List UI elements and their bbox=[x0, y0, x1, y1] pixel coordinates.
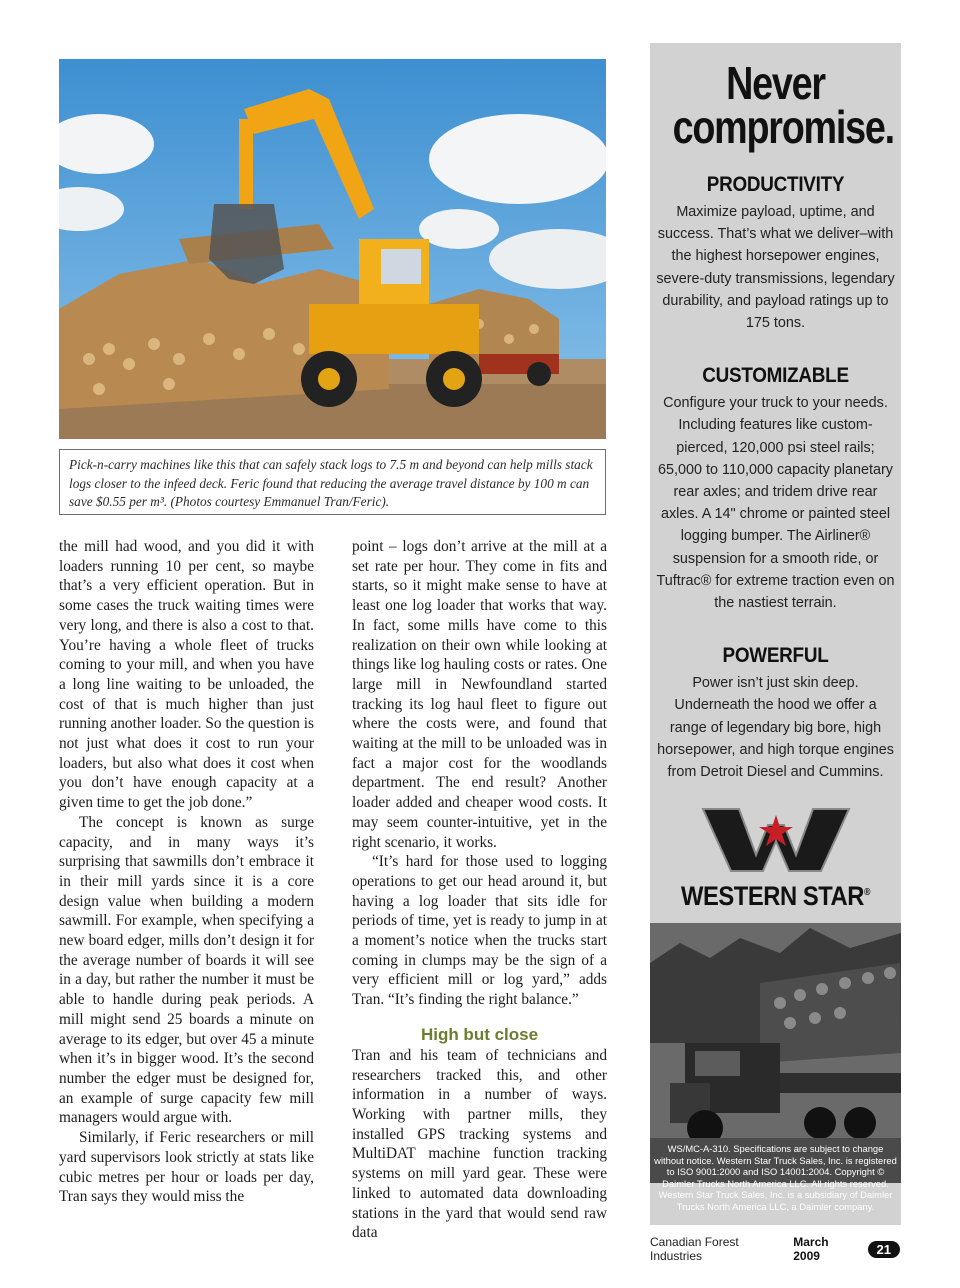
western-star-advertisement bbox=[650, 43, 901, 1225]
ad-section-body: Maximize payload, uptime, and success. That’s what we deliver–with the highest horsepower engines, severe-duty transmissions, legendary durability, and payload ratings up to 175 tons. bbox=[656, 204, 895, 332]
article-column-left bbox=[59, 537, 314, 1207]
issue-date: March 2009 bbox=[793, 1235, 829, 1263]
ad-section-title: POWERFUL bbox=[722, 644, 829, 668]
paragraph: “It’s hard for those used to logging operations to get our head around it, but having a log loader that sits idle for periods of time, yet is ready to jump in at a moment’s notice when the trucks start coming in clumps may be the sign of a very efficient mill or log yard,” adds Tran. “It’s finding the right balance.” bbox=[352, 853, 607, 1009]
article-photo bbox=[59, 59, 606, 439]
page-number: 21 bbox=[868, 1241, 900, 1258]
paragraph: point – logs don’t arrive at the mill at a set rate per hour. They come in fits and starts, so it might make sense to have at least one log loader that works that way. In fact, some mills have come to this realization on their own while looking at things like log hauling costs or rates. One large mill in Newfoundland started tracking its log haul fleet to figure out where the costs were, and found that waiting at the mill to be unloaded was in fact a major cost for the woodlands department. The end result? Another loader added and cheaper wood costs. It may seem counter-intuitive, yet in the right scenario, it works. bbox=[352, 538, 607, 851]
ad-section-title: PRODUCTIVITY bbox=[706, 173, 845, 196]
western-star-logo-icon bbox=[701, 805, 851, 875]
paragraph: The concept is known as surge capacity, and in many ways it’s surprising that sawmills don’t embrace it in their mill yards since it is a core design value when building a modern sawmill. For example, when specifying a new board edger, mills don’t design it for the average number of boards it will see in a day, but rather the number it must be able to handle during peak periods. A mill might send 25 boards a minute on average to its edger, but over 45 a minute when it’s in bigger wood. It’s the second number the edger must be designed for, an example of surge capacity few mill managers would argue with. bbox=[59, 813, 314, 1127]
paragraph: Similarly, if Feric researchers or mill yard supervisors look strictly at stats like cubic metres per hour or loads per day, Tran says they would miss the bbox=[59, 1129, 314, 1206]
page-footer bbox=[650, 1235, 900, 1263]
photo-caption: Pick-n-carry machines like this that can safely stack logs to 7.5 m and beyond can help mills stack logs closer to the infeed deck. Feric found that reducing the average travel distance by 100 m can save $0.55 per m³. (Photos courtesy Emmanuel Tran/Feric). bbox=[59, 449, 606, 515]
brand-name: WESTERN STAR® bbox=[680, 881, 871, 912]
ad-fine-print: WS/MC-A-310. Specifications are subject to change without notice. Western Star Truck Sales, Inc. is registered to ISO 9001:2000 and ISO 14001:2004. Copyright © Daimler Trucks North America LLC. All rights reserved. Western Star Truck Sales, Inc. is a subsidiary of Daimler Trucks North America LLC, a Daimler company. bbox=[654, 1143, 897, 1212]
ad-headline: Never compromise. bbox=[672, 57, 894, 153]
paragraph: Tran and his team of technicians and researchers tracked this, and other information in a number of ways. Working with partner mills, they installed GPS tracking systems and MultiDAT machine function tracking systems on mill yard gear. These were linked to automated data downloading stations in the yard that would send raw data bbox=[352, 1046, 607, 1242]
publication-name: Canadian Forest Industries bbox=[650, 1235, 739, 1263]
article-column-middle bbox=[352, 537, 607, 1243]
paragraph: the mill had wood, and you did it with loaders running 10 per cent, so maybe that’s a very efficient operation. But in some cases the truck waiting times were very long, and there is also a cost to that. You’re having a whole fleet of trucks coming to your mill, and when you have a long line waiting to be unloaded, the cost of that is much higher than just running another loader. So the question is not just what does it cost to run your loaders, but also what does it cost when you don’t have enough capacity at a given time to get the job done.” bbox=[59, 538, 314, 812]
ad-section-body: Power isn’t just skin deep. Underneath the hood we offer a range of legendary big bore, high horsepower, and high torque engines from Detroit Diesel and Cummins. bbox=[657, 675, 894, 781]
ad-section-title: CUSTOMIZABLE bbox=[702, 364, 849, 388]
section-heading: High but close bbox=[420, 1024, 539, 1044]
ad-section-body: Configure your truck to your needs. Including features like custom-pierced, 120,000 psi steel rails; 65,000 to 110,000 capacity planetary rear axles; and tridem drive rear axles. A 14" chrome or painted steel logging bumper. The Airliner® suspension for a smooth ride, or Tuftrac® for extreme traction even on the nastiest terrain. bbox=[656, 395, 895, 612]
